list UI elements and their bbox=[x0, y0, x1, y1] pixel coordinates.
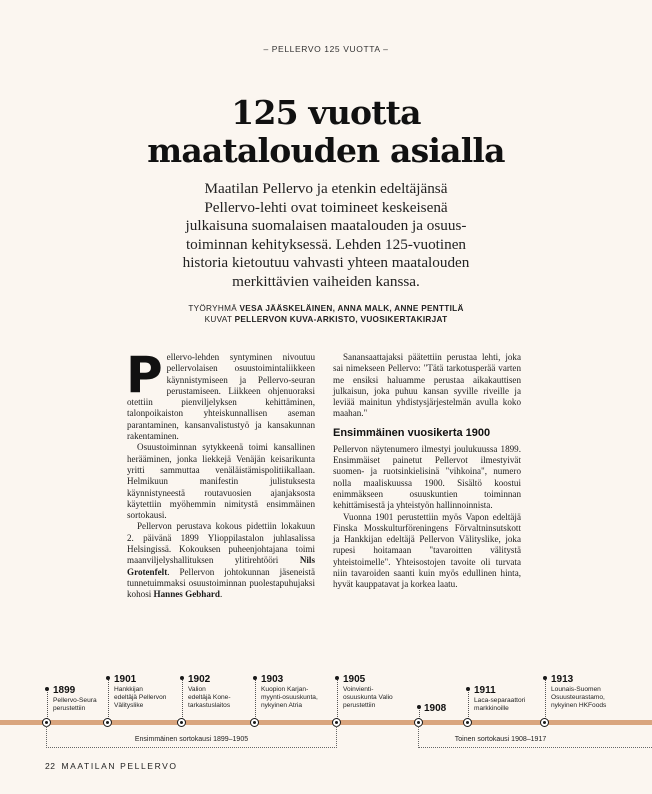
timeline-bar bbox=[0, 720, 652, 725]
body-column-right bbox=[333, 352, 521, 591]
period-label: Toinen sortokausi 1908–1917 bbox=[454, 736, 547, 743]
lead-line: merkittävien vaiheiden kanssa. bbox=[232, 272, 420, 290]
page-title bbox=[0, 94, 652, 170]
timeline-year: 1905 bbox=[343, 674, 366, 685]
credits bbox=[0, 303, 652, 325]
kicker: – PELLERVO 125 VUOTTA – bbox=[263, 44, 389, 54]
timeline-stem bbox=[47, 689, 48, 719]
person-name: Nils Grotenfelt bbox=[127, 555, 315, 577]
timeline-event-text: Pellervo-Seura perustettiin bbox=[53, 697, 97, 712]
lead-line: Pellervo-lehti ovat toimineet keskeisenä bbox=[204, 198, 448, 216]
credits-photos-label: KUVAT bbox=[204, 315, 235, 324]
timeline-tick bbox=[106, 676, 110, 680]
credits-photos-names: PELLERVON KUVA-ARKISTO, VUOSIKERTAKIRJAT bbox=[234, 315, 448, 324]
timeline-event-text: Hankkijan edeltäjä Pellervon Välityslike bbox=[114, 686, 167, 709]
page-footer bbox=[45, 761, 178, 771]
credits-team bbox=[0, 303, 652, 314]
timeline-stem bbox=[545, 678, 546, 719]
title-line-2: maatalouden asialla bbox=[147, 131, 505, 170]
period-bracket bbox=[46, 726, 337, 748]
timeline-year: 1913 bbox=[551, 674, 574, 685]
credits-photos bbox=[0, 314, 652, 325]
body-paragraph bbox=[126, 346, 315, 442]
timeline-tick bbox=[417, 705, 421, 709]
timeline-stem bbox=[337, 678, 338, 719]
timeline-tick bbox=[466, 687, 470, 691]
timeline-event-text: Valion edeltäjä Kone- tarkastuslaitos bbox=[188, 686, 231, 709]
timeline-year: 1908 bbox=[424, 703, 447, 714]
period-bracket bbox=[418, 726, 652, 748]
body-text: . Pellervon johtokunnan jäseneistä tunnetuimmaksi osuustoiminnan puolestapuhujaksi kohosi bbox=[127, 566, 315, 600]
body-paragraph: Osuustoiminnan sytykkeenä toimi kansallinen herääminen, jonka liekkejä Venäjän keisarikunta yritti sammuttaa venäläistämispolitiikallaan. Helmikuun manifestin julistuksesta käynnistyneestä routavuosien ajanjaksosta käytettiin myöhemmin nimitystä ensimmäinen sortokausi. bbox=[127, 442, 315, 521]
body-text: ellervo-lehden syntyminen nivoutuu pellervolaisen osuustoimintaliikkeen käynnistymiseen ja Pellervo-seuran perustamiseen. Liikkeen ohjenuoraksi otettiin pienviljelyksen kehittäminen, talonpoikaiston yhteiskunnallisen aseman parantaminen, kansanvalistustyö ja kansakunnan rakentaminen. bbox=[127, 352, 315, 442]
timeline-tick bbox=[45, 687, 49, 691]
drop-cap: P bbox=[126, 346, 163, 404]
timeline-stem bbox=[108, 678, 109, 719]
body-text: . bbox=[219, 589, 223, 600]
lead-line: julkaisuna suomalaisen maatalouden ja osuus- bbox=[185, 217, 467, 235]
timeline-stem bbox=[468, 689, 469, 719]
timeline-stem bbox=[182, 678, 183, 719]
timeline-stem bbox=[255, 678, 256, 719]
title-line-1: 125 vuotta bbox=[231, 93, 421, 132]
body-paragraph: Vuonna 1901 perustettiin myös Vapon edeltäjä Finska Mosskulturföreningens Förvaltninsutskott ja Hankkijan edeltäjä Pellervon Välityslike, joka rupesi hoitamaan "tavaroitten välitystä yhteistoimelle". Yhteisostojen tavoite oli turvata niin tavaroiden saanti kuin myös edullinen hinta, hyvät kauppatavat ja korkea laatu. bbox=[333, 511, 521, 590]
timeline-tick bbox=[543, 676, 547, 680]
timeline-event-text: Laca-separaattori markkinoille bbox=[474, 697, 526, 712]
credits-team-names: VESA JÄÄSKELÄINEN, ANNA MALK, ANNE PENTTILÄ bbox=[239, 304, 464, 313]
timeline-year: 1901 bbox=[114, 674, 137, 685]
lead-line: Maatilan Pellervo ja etenkin edeltäjänsä bbox=[204, 180, 448, 197]
body-text: Pellervon perustava kokous pidettiin lokakuun 2. päivänä 1899 Ylioppilastalon juhlasalissa Helsingissä. Kokouksen puheenjohtajana toimi maanviljelyshallituksen ylitirehtööri bbox=[127, 521, 315, 566]
body-paragraph: Sanansaattajaksi päätettiin perustaa lehti, joka sai nimekseen Pellervo: "Tätä tarkotusperää varten me ensiksi haluamme perustaa aikakauttisen julkaisun, joka puhuu kansan syville riveille ja leviää mainitun yhdistysjärjestelmän avulla koko maahan." bbox=[333, 352, 521, 419]
section-heading: Ensimmäinen vuosikerta 1900 bbox=[333, 426, 491, 439]
lead-line: toiminnan kehityksessä. Lehden 125-vuotinen bbox=[185, 235, 467, 253]
timeline-tick bbox=[253, 676, 257, 680]
timeline-year: 1911 bbox=[474, 685, 496, 696]
timeline-year: 1902 bbox=[188, 674, 211, 685]
body-column-left bbox=[126, 346, 315, 601]
lead-line: historia kietoutuu vahvasti yhteen maatalouden bbox=[182, 254, 470, 272]
page-number: 22 bbox=[45, 761, 56, 771]
period-label: Ensimmäinen sortokausi 1899–1905 bbox=[134, 736, 249, 743]
body-paragraph: Pellervon näytenumero ilmestyi joulukuussa 1899. Ensimmäiset painetut Pellervot ilmestyivät suomen- ja ruotsinkielisinä "vihkoina", numero nolla maaliskuussa 1900. Sisältö koostui enimmäkseen osuuskuntien toiminnan kehittämisestä ja yhteistyön hallinnoinnista. bbox=[333, 443, 521, 511]
timeline-year: 1899 bbox=[53, 685, 76, 696]
magazine-name: MAATILAN PELLERVO bbox=[61, 761, 178, 771]
timeline-event-text: Lounais-Suomen Osuusteurastamo, nykyinen HKFoods bbox=[551, 686, 607, 709]
timeline-event-text: Voinvienti- osuuskunta Valio perustettiin bbox=[343, 686, 393, 709]
timeline-tick bbox=[180, 676, 184, 680]
credits-team-label: TYÖRYHMÄ bbox=[188, 304, 240, 313]
timeline-event-text: Kuopion Karjan- myynti-osuuskunta, nykyinen Atria bbox=[261, 686, 318, 709]
body-paragraph bbox=[127, 521, 315, 600]
timeline-tick bbox=[335, 676, 339, 680]
timeline-year: 1903 bbox=[261, 674, 284, 685]
person-name: Hannes Gebhard bbox=[153, 589, 220, 600]
lead-paragraph bbox=[175, 180, 477, 292]
